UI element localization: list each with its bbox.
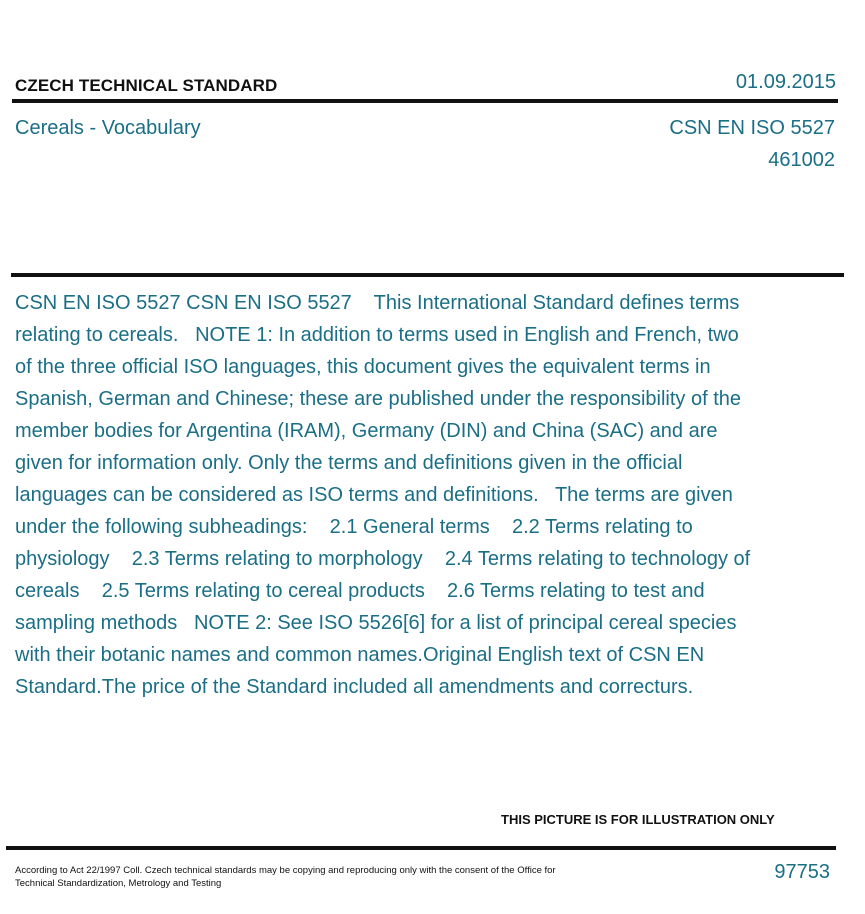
illustration-note: THIS PICTURE IS FOR ILLUSTRATION ONLY bbox=[501, 812, 775, 827]
catalog-number: 461002 bbox=[768, 149, 835, 171]
document-number: 97753 bbox=[774, 861, 830, 883]
document-category: CZECH TECHNICAL STANDARD bbox=[15, 76, 278, 95]
legal-notice: According to Act 22/1997 Coll. Czech technical standards may be copying and reproducing only with the consent of the Office for Technical Standardization, Metrology and Testing bbox=[15, 865, 556, 889]
footer-divider bbox=[6, 846, 836, 850]
header-divider bbox=[12, 99, 838, 103]
standard-title: Cereals - Vocabulary bbox=[15, 117, 201, 139]
standard-code: CSN EN ISO 5527 bbox=[669, 117, 835, 139]
standard-description: CSN EN ISO 5527 CSN EN ISO 5527 This International Standard defines terms relating to cereals. NOTE 1: In addition to terms used in English and French, two of the three official ISO languages, this document gives the equivalent terms in Spanish, German and Chinese; these are published under the responsibility of the member bodies for Argentina (IRAM), Germany (DIN) and China (SAC) and are given for information only. Only the terms and definitions given in the official languages can be considered as ISO terms and definitions. The terms are given under the following subheadings: 2.1 General terms 2.2 Terms relating to physiology 2.3 Terms relating to morphology 2.4 Terms relating to technology of cereals 2.5 Terms relating to cereal products 2.6 Terms relating to test and sampling methods NOTE 2: See ISO 5526[6] for a list of principal cereal species with their botanic names and common names.Original English text of CSN EN Standard.The price of the Standard included all amendments and correcturs. bbox=[15, 292, 756, 698]
section-divider bbox=[11, 273, 844, 277]
publication-date: 01.09.2015 bbox=[735, 71, 836, 93]
